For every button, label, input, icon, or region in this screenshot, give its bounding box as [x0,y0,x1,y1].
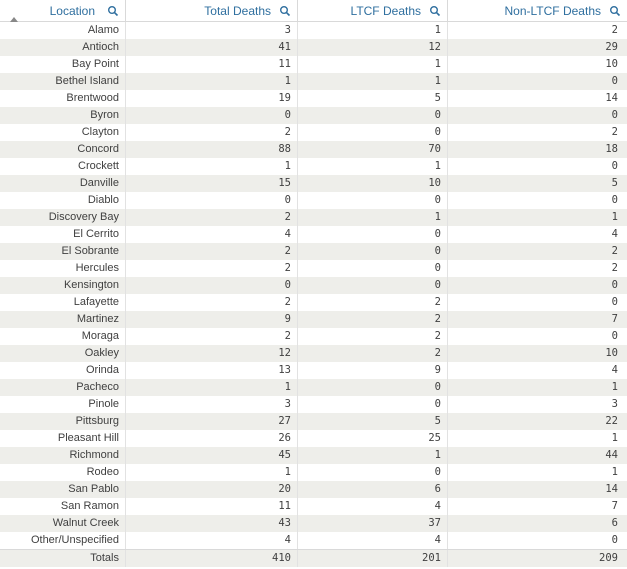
cell-non-ltcf-deaths: 1 [611,466,618,478]
cell-location: Concord [0,141,126,158]
cell-total-deaths: 4 [126,226,298,243]
table-row[interactable] [0,260,627,277]
cell-ltcf-deaths: 4 [298,532,448,549]
cell-ltcf-deaths: 5 [298,90,448,107]
cell-total-deaths: 1 [126,73,298,90]
cell-ltcf-deaths: 5 [298,413,448,430]
cell-total-deaths: 2 [126,260,298,277]
table-row[interactable] [0,56,627,73]
cell-total-deaths: 3 [126,22,298,39]
table-header [0,0,627,22]
table-row[interactable] [0,430,627,447]
cell-ltcf-deaths: 2 [298,311,448,328]
cell-ltcf-deaths: 1 [298,56,448,73]
cell-total-deaths: 4 [126,532,298,549]
table-row[interactable] [0,107,627,124]
cell-total-deaths: 1 [126,379,298,396]
cell-non-ltcf-deaths: 0 [611,160,618,172]
table-row[interactable] [0,175,627,192]
cell-location: Discovery Bay [0,209,126,226]
cell-ltcf-deaths: 1 [298,73,448,90]
column-header-non-ltcf-deaths[interactable] [448,0,627,21]
cell-location: Pacheco [0,379,126,396]
cell-non-ltcf-deaths: 14 [605,483,618,495]
cell-ltcf-deaths: 70 [298,141,448,158]
cell-location: Bethel Island [0,73,126,90]
cell-location: Pittsburg [0,413,126,430]
cell-non-ltcf-deaths: 2 [611,245,618,257]
cell-total-deaths: 9 [126,311,298,328]
table-row[interactable] [0,277,627,294]
cell-total-deaths: 1 [126,464,298,481]
cell-non-ltcf-deaths: 2 [611,262,618,274]
column-label-total-deaths: Total Deaths [204,3,271,18]
cell-total-deaths: 3 [126,396,298,413]
cell-non-ltcf-deaths: 14 [605,92,618,104]
cell-location: Rodeo [0,464,126,481]
cell-ltcf-deaths: 0 [298,192,448,209]
cell-ltcf-deaths: 25 [298,430,448,447]
cell-ltcf-deaths: 0 [298,277,448,294]
cell-total-deaths: 2 [126,328,298,345]
cell-location: Alamo [0,22,126,39]
cell-non-ltcf-deaths: 209 [599,552,618,564]
column-header-location[interactable] [0,0,126,21]
cell-location: Bay Point [0,56,126,73]
cell-location: Hercules [0,260,126,277]
cell-total-deaths: 41 [126,39,298,56]
table-row[interactable] [0,90,627,107]
cell-non-ltcf-deaths: 0 [611,109,618,121]
cell-total-deaths: 11 [126,498,298,515]
cell-location: Crockett [0,158,126,175]
table-body [0,22,627,567]
cell-location: San Ramon [0,498,126,515]
cell-location: Richmond [0,447,126,464]
cell-total-deaths: 2 [126,124,298,141]
cell-total-deaths: 13 [126,362,298,379]
cell-non-ltcf-deaths: 2 [611,24,618,36]
table-row[interactable] [0,294,627,311]
cell-location: Byron [0,107,126,124]
cell-total-deaths: 19 [126,90,298,107]
cell-non-ltcf-deaths: 0 [611,534,618,546]
cell-total-deaths: 12 [126,345,298,362]
cell-non-ltcf-deaths: 0 [611,194,618,206]
table-row[interactable] [0,22,627,39]
cell-location: Totals [0,550,126,567]
cell-location: Antioch [0,39,126,56]
table-row[interactable] [0,396,627,413]
cell-total-deaths: 2 [126,243,298,260]
cell-ltcf-deaths: 1 [298,447,448,464]
cell-location: Clayton [0,124,126,141]
cell-non-ltcf-deaths: 0 [611,75,618,87]
table-row[interactable] [0,362,627,379]
search-icon[interactable] [609,5,621,17]
cell-total-deaths: 45 [126,447,298,464]
cell-non-ltcf-deaths: 3 [611,398,618,410]
cell-location: Kensington [0,277,126,294]
cell-location: Walnut Creek [0,515,126,532]
cell-non-ltcf-deaths: 4 [611,228,618,240]
cell-ltcf-deaths: 0 [298,464,448,481]
cell-location: El Cerrito [0,226,126,243]
cell-ltcf-deaths: 0 [298,243,448,260]
column-label-ltcf-deaths: LTCF Deaths [350,3,421,18]
cell-total-deaths: 20 [126,481,298,498]
cell-location: Danville [0,175,126,192]
table-row[interactable] [0,73,627,90]
sort-ascending-icon[interactable] [10,17,18,22]
cell-ltcf-deaths: 0 [298,226,448,243]
cell-ltcf-deaths: 6 [298,481,448,498]
table-row[interactable] [0,192,627,209]
cell-ltcf-deaths: 4 [298,498,448,515]
cell-total-deaths: 11 [126,56,298,73]
cell-total-deaths: 2 [126,209,298,226]
cell-ltcf-deaths: 12 [298,39,448,56]
cell-non-ltcf-deaths: 7 [611,313,618,325]
cell-non-ltcf-deaths: 29 [605,41,618,53]
cell-location: Martinez [0,311,126,328]
cell-location: Lafayette [0,294,126,311]
cell-location: Other/Unspecified [0,532,126,549]
table-row[interactable] [0,413,627,430]
cell-non-ltcf-deaths: 10 [605,347,618,359]
cell-non-ltcf-deaths: 1 [611,432,618,444]
table-row[interactable] [0,345,627,362]
cell-location: Oakley [0,345,126,362]
table-row[interactable] [0,124,627,141]
search-icon[interactable] [429,5,441,17]
cell-non-ltcf-deaths: 10 [605,58,618,70]
cell-ltcf-deaths: 1 [298,209,448,226]
table-row[interactable] [0,39,627,56]
cell-total-deaths: 0 [126,277,298,294]
column-label-location: Location [49,3,95,18]
cell-ltcf-deaths: 2 [298,345,448,362]
cell-ltcf-deaths: 0 [298,396,448,413]
cell-ltcf-deaths: 1 [298,158,448,175]
cell-non-ltcf-deaths: 7 [611,500,618,512]
cell-total-deaths: 26 [126,430,298,447]
cell-location: Moraga [0,328,126,345]
cell-ltcf-deaths: 2 [298,294,448,311]
table-row[interactable] [0,243,627,260]
cell-non-ltcf-deaths: 0 [611,279,618,291]
table-row[interactable] [0,464,627,481]
cell-location: El Sobrante [0,243,126,260]
cell-location: Pleasant Hill [0,430,126,447]
table-row[interactable] [0,379,627,396]
cell-location: Brentwood [0,90,126,107]
table-row[interactable] [0,158,627,175]
cell-non-ltcf-deaths: 0 [611,296,618,308]
cell-non-ltcf-deaths: 22 [605,415,618,427]
cell-total-deaths: 0 [126,107,298,124]
cell-total-deaths: 1 [126,158,298,175]
table-row[interactable] [0,481,627,498]
cell-non-ltcf-deaths: 0 [611,330,618,342]
table-row[interactable] [0,515,627,532]
cell-ltcf-deaths: 0 [298,379,448,396]
table-row[interactable] [0,498,627,515]
cell-ltcf-deaths: 201 [298,550,448,567]
cell-ltcf-deaths: 2 [298,328,448,345]
cell-non-ltcf-deaths: 2 [611,126,618,138]
column-header-total-deaths[interactable] [126,0,298,21]
cell-total-deaths: 410 [126,550,298,567]
cell-ltcf-deaths: 37 [298,515,448,532]
cell-ltcf-deaths: 1 [298,22,448,39]
cell-non-ltcf-deaths: 1 [611,211,618,223]
cell-total-deaths: 27 [126,413,298,430]
cell-non-ltcf-deaths: 6 [611,517,618,529]
column-header-ltcf-deaths[interactable] [298,0,448,21]
cell-non-ltcf-deaths: 5 [611,177,618,189]
table-row[interactable] [0,447,627,464]
search-icon[interactable] [279,5,291,17]
cell-location: Orinda [0,362,126,379]
cell-total-deaths: 88 [126,141,298,158]
cell-total-deaths: 43 [126,515,298,532]
cell-ltcf-deaths: 10 [298,175,448,192]
cell-location: Diablo [0,192,126,209]
cell-non-ltcf-deaths: 4 [611,364,618,376]
table-row[interactable] [0,311,627,328]
cell-ltcf-deaths: 0 [298,260,448,277]
totals-row[interactable] [0,549,627,567]
column-label-non-ltcf-deaths: Non-LTCF Deaths [504,3,601,18]
cell-non-ltcf-deaths: 1 [611,381,618,393]
table-row[interactable] [0,209,627,226]
table-row[interactable] [0,328,627,345]
cell-non-ltcf-deaths: 18 [605,143,618,155]
cell-total-deaths: 0 [126,192,298,209]
cell-location: Pinole [0,396,126,413]
cell-location: San Pablo [0,481,126,498]
table-row[interactable] [0,532,627,549]
search-icon[interactable] [107,5,119,17]
cell-ltcf-deaths: 0 [298,107,448,124]
cell-ltcf-deaths: 9 [298,362,448,379]
table-row[interactable] [0,226,627,243]
cell-non-ltcf-deaths: 44 [605,449,618,461]
table-row[interactable] [0,141,627,158]
cell-total-deaths: 15 [126,175,298,192]
cell-ltcf-deaths: 0 [298,124,448,141]
cell-total-deaths: 2 [126,294,298,311]
